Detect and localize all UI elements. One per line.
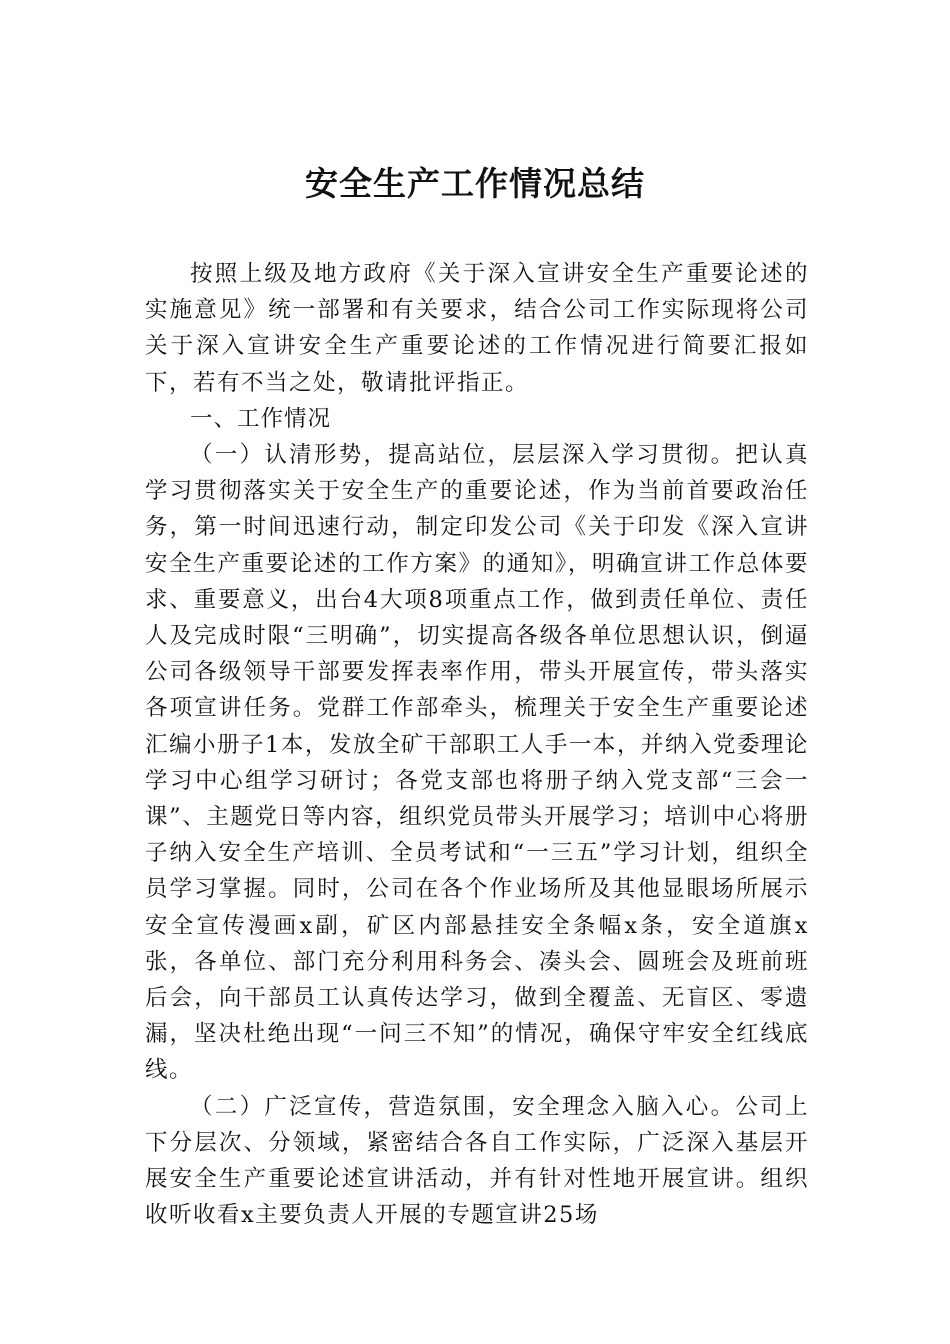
- item-2-lead: （二）广泛宣传，营造氛围，安全理念入脑入心。: [190, 1093, 736, 1120]
- item-2-paragraph: [145, 1089, 809, 1234]
- item-2-body: 公司上下分层次、分领域，紧密结合各自工作实际，广泛深入基层开展安全生产重要论述宣讲活动，并有针对性地开展宣讲。组织收听收看x主要负责人开展的专题宣讲25场: [145, 1093, 809, 1229]
- section-heading-work-status: 一、工作情况: [190, 405, 332, 432]
- item-1-paragraph: [145, 437, 809, 1089]
- intro-paragraph: 按照上级及地方政府《关于深入宣讲安全生产重要论述的实施意见》统一部署和有关要求，结合公司工作实际现将公司关于深入宣讲安全生产重要论述的工作情况进行简要汇报如下，若有不当之处，敬请批评指正。: [145, 261, 809, 396]
- document-body: [145, 256, 809, 1233]
- item-1-lead: （一）认清形势，提高站位，层层深入学习贯彻。: [190, 442, 736, 469]
- document-title: 安全生产工作情况总结: [305, 164, 645, 203]
- item-1-body: 把认真学习贯彻落实关于安全生产的重要论述，作为当前首要政治任务，第一时间迅速行动，制定印发公司《关于印发《深入宣讲安全生产重要论述的工作方案》的通知》，明确宣讲工作总体要求、重要意义，出台4大项8项重点工作，做到责任单位、责任人及完成时限“三明确”，切实提高各级各单位思想认识，倒逼公司各级领导干部要发挥表率作用，带头开展宣传，带头落实各项宣讲任务。党群工作部牵头，梳理关于安全生产重要论述汇编小册子1本，发放全矿干部职工人手一本，并纳入党委理论学习中心组学习研讨；各党支部也将册子纳入党支部“三会一课”、主题党日等内容，组织党员带头开展学习；培训中心将册子纳入安全生产培训、全员考试和“一三五”学习计划，组织全员学习掌握。同时，公司在各个作业场所及其他显眼场所展示安全宣传漫画x副，矿区内部悬挂安全条幅x条，安全道旗x张，各单位、部门充分利用科务会、凑头会、圆班会及班前班后会，向干部员工认真传达学习，做到全覆盖、无盲区、零遗漏，坚决杜绝出现“一问三不知”的情况，确保守牢安全红线底线。: [145, 442, 809, 1084]
